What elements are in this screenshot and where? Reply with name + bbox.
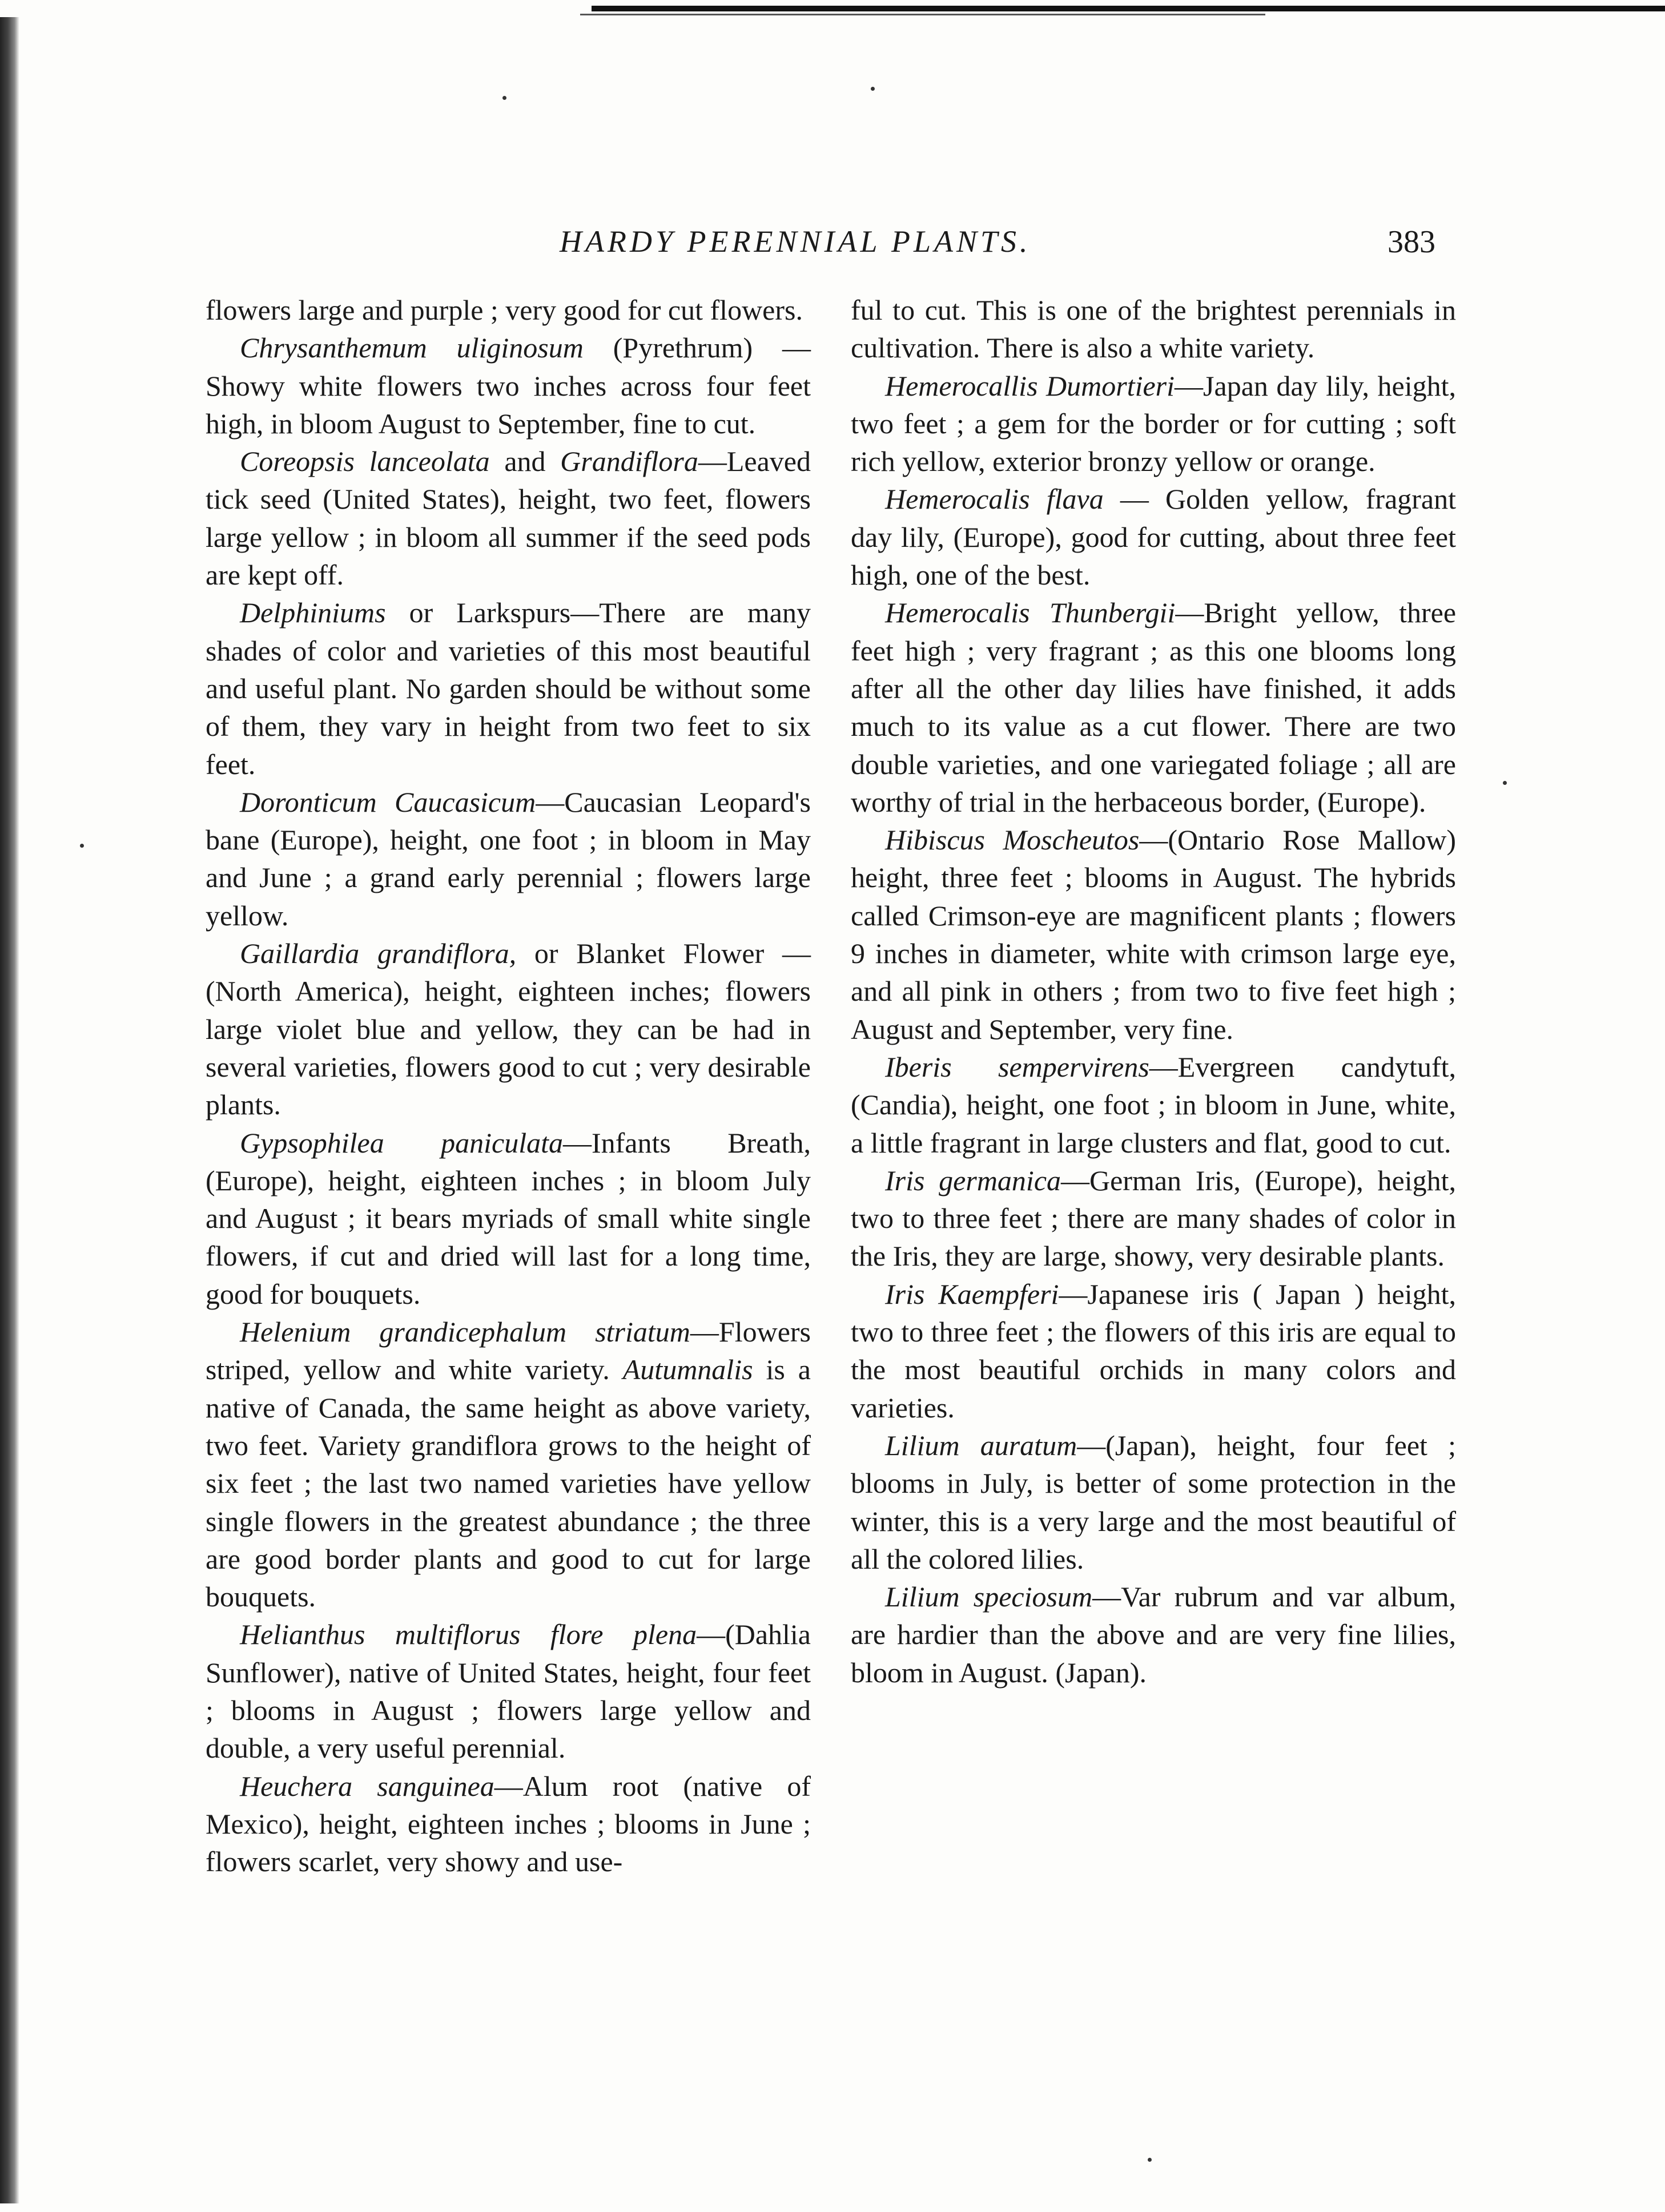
- scan-speck: [871, 87, 875, 91]
- entry-text: —Flowers striped, yellow and white variety.: [206, 1316, 811, 1386]
- entry-text: —Var rubrum and var album, are hardier than the above and are very fine lilies, bloom in August. (Japan).: [851, 1581, 1456, 1689]
- entry-continuation: [851, 291, 1456, 367]
- entry-text: —Alum root (native of Mexico), height, eighteen inches ; blooms in June ; flowers scarlet, very showy and use-: [206, 1770, 811, 1878]
- entry-text: ful to cut. This is one of the brightest perennials in cultivation. There is also a white variety.: [851, 294, 1456, 364]
- plant-name: Heuchera sanguinea: [240, 1770, 494, 1802]
- plant-entry: [851, 367, 1456, 481]
- plant-name: Chrysanthemum uliginosum: [240, 332, 584, 364]
- entry-continuation: [206, 291, 811, 329]
- plant-entry: [206, 1124, 811, 1313]
- plant-entry: [851, 1162, 1456, 1275]
- plant-name: Gaillardia grandiflora,: [240, 937, 517, 970]
- plant-entry: [851, 1048, 1456, 1162]
- plant-entry: [851, 1578, 1456, 1691]
- right-column: [851, 291, 1456, 1691]
- left-column: [206, 291, 811, 1880]
- scan-speck: [1503, 781, 1507, 785]
- entry-text: or Blanket Flower —(North America), height, eighteen inches; flowers large violet blue and yellow, they can be had in several varieties, flowers good to cut ; very desirable plants.: [206, 937, 811, 1121]
- plant-name: Hibiscus Moscheutos: [885, 824, 1140, 856]
- plant-name: Gypsophilea paniculata: [240, 1126, 563, 1159]
- scan-top-rule: [592, 6, 1665, 11]
- entry-text: —(Japan), height, four feet ; blooms in July, is better of some protection in the winter, this is a very large and the most beautiful of all the colored lilies.: [851, 1429, 1456, 1575]
- entry-text: —(Ontario Rose Mallow) height, three feet ; blooms in August. The hybrids called Crimson-eye are magnificent plants ; flowers 9 inches in diameter, white with crimson large eye, and all pink in others ; from two to five feet high ; August and September, very fine.: [851, 824, 1457, 1045]
- entry-text: —Japan day lily, height, two feet ; a gem for the border or for cutting ; soft rich yellow, exterior bronzy yellow or orange.: [851, 369, 1456, 478]
- plant-name: Helenium grandicephalum striatum: [240, 1316, 690, 1348]
- plant-name: Iris germanica: [885, 1164, 1061, 1196]
- plant-name: Delphiniums: [240, 597, 386, 629]
- plant-name: Helianthus multiflorus flore plena: [240, 1618, 697, 1651]
- plant-entry: [206, 934, 811, 1123]
- entry-text: —Infants Breath, (Europe), height, eighteen inches ; in bloom July and August ; it bears myriads of small white single flowers, if cut and dried will last for a long time, good for bouquets.: [206, 1126, 811, 1310]
- entry-text: —Japanese iris ( Japan ) height, two to three feet ; the flowers of this iris are equal to the most beautiful orchids in many colors and varieties.: [851, 1278, 1456, 1424]
- plant-name: Iberis sempervirens: [885, 1050, 1149, 1083]
- plant-name: Hemerocallis Dumortieri: [885, 369, 1175, 402]
- plant-entry: [206, 329, 811, 442]
- entry-text: —Leaved tick seed (United States), height, two feet, flowers large yellow ; in bloom all summer if the seed pods are kept off.: [206, 445, 811, 591]
- plant-entry: [206, 783, 811, 934]
- scan-speck: [80, 844, 84, 848]
- entry-text: —German Iris, (Europe), height, two to three feet ; there are many shades of color in the Iris, they are large, showy, very desirable plants.: [851, 1164, 1456, 1272]
- entry-text: and: [489, 445, 561, 478]
- plant-name: Autumnalis: [622, 1353, 753, 1386]
- plant-entry: [851, 1427, 1456, 1578]
- plant-entry: [206, 442, 811, 594]
- plant-entry: [206, 1313, 811, 1615]
- plant-entry: [851, 1275, 1456, 1427]
- running-head: HARDY PERENNIAL PLANTS.: [560, 224, 1031, 259]
- entry-text: —Bright yellow, three feet high ; very fragrant ; as this one blooms long after all the other day lilies have finished, it adds much to its value as a cut flower. There are two double varieties, and one variegated foliage ; all are worthy of trial in the herbaceous border, (Europe).: [851, 597, 1457, 818]
- entry-text: — Golden yellow, fragrant day lily, (Europe), good for cutting, about three feet high, one of the best.: [851, 483, 1456, 591]
- scan-binding-edge: [0, 17, 19, 2203]
- plant-name: Iris Kaempferi: [885, 1278, 1059, 1310]
- plant-entry: [206, 1615, 811, 1767]
- entry-text: flowers large and purple ; very good for cut flowers.: [206, 294, 803, 326]
- entry-text: —Evergreen candytuft, (Candia), height, one foot ; in bloom in June, white, a little fragrant in large clusters and flat, good to cut.: [851, 1050, 1456, 1159]
- entry-text: or Larkspurs—There are many shades of color and varieties of this most beautiful and useful plant. No garden should be without some of them, they vary in height from two feet to six feet.: [206, 597, 811, 780]
- plant-name: Lilium speciosum: [885, 1581, 1093, 1613]
- plant-entry: [206, 1767, 811, 1881]
- plant-entry: [206, 594, 811, 783]
- plant-name: Doronticum Caucasicum: [240, 785, 536, 818]
- plant-name: Lilium auratum: [885, 1429, 1077, 1461]
- plant-name: Grandiflora: [560, 445, 698, 478]
- scan-speck: [502, 96, 506, 100]
- plant-entry: [851, 480, 1456, 594]
- plant-name: Hemerocalis flava: [885, 483, 1104, 515]
- plant-name: Hemerocalis Thunbergii: [885, 597, 1176, 629]
- plant-entry: [851, 594, 1456, 821]
- entry-text: —(Dahlia Sunflower), native of United States, height, four feet ; blooms in August ; flowers large yellow and double, a very useful perennial.: [206, 1618, 811, 1764]
- plant-name: Coreopsis lanceolata: [240, 445, 490, 478]
- entry-text: —Caucasian Leopard's bane (Europe), height, one foot ; in bloom in May and June ; a grand early perennial ; flowers large yellow.: [206, 785, 811, 932]
- page-number: 383: [1388, 224, 1435, 260]
- plant-entry: [851, 821, 1456, 1048]
- scan-speck: [1148, 2158, 1152, 2162]
- entry-text: (Pyrethrum) —Showy white flowers two inches across four feet high, in bloom August to September, fine to cut.: [206, 332, 811, 440]
- scan-top-rule-thin: [580, 14, 1265, 15]
- entry-text: is a native of Canada, the same height as above variety, two feet. Variety grandiflora grows to the height of six feet ; the last two named varieties have yellow single flowers in the greatest abundance ; the three are good border plants and good to cut for large bouquets.: [206, 1353, 811, 1613]
